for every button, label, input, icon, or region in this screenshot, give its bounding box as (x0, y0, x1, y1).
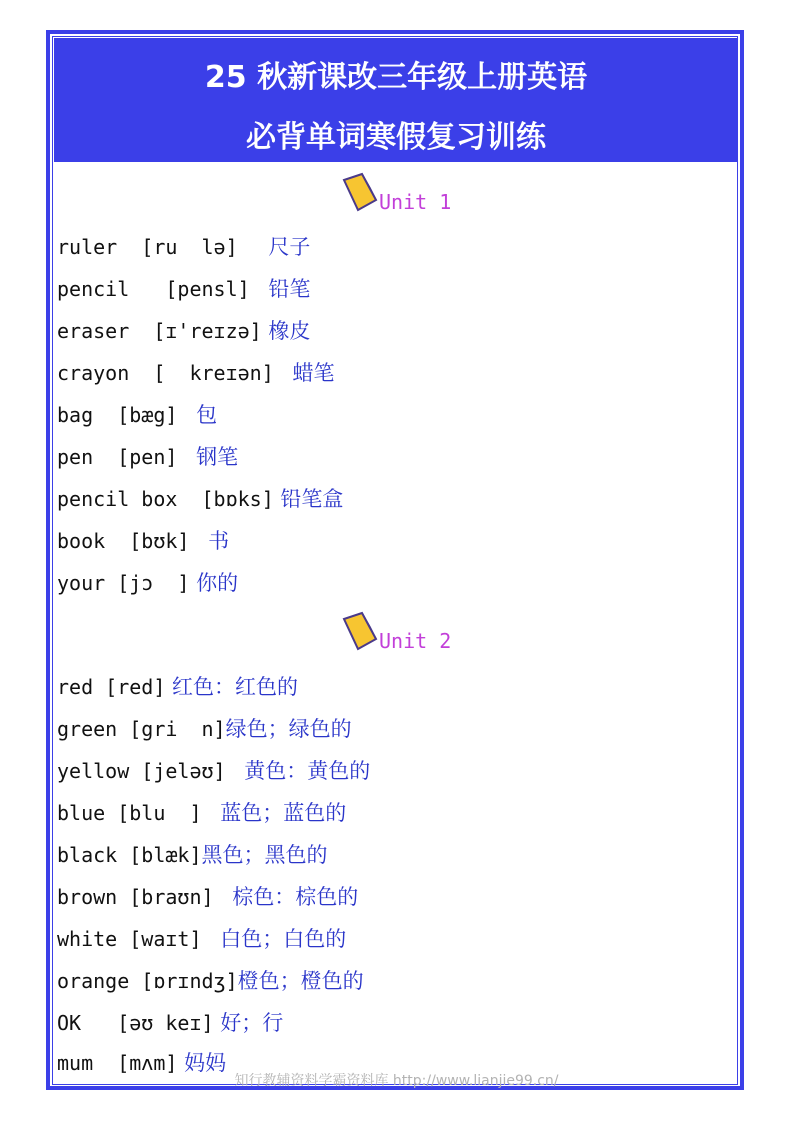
unit-label: Unit 2 (379, 629, 452, 653)
word-row (57, 714, 352, 744)
sticky-note-icon (340, 611, 380, 655)
unit-label: Unit 1 (379, 190, 452, 214)
word-chinese: 书 (201, 529, 230, 553)
word-chinese: 红色：红色的 (165, 675, 299, 699)
unit-heading-1 (340, 172, 480, 222)
word-english: OK [əʊ keɪ] (57, 1011, 214, 1035)
word-english: black [blæk] (57, 843, 202, 867)
word-english: blue [blu ] (57, 801, 214, 825)
title-banner (54, 38, 738, 162)
word-english: eraser [ɪ'reɪzə] (57, 319, 262, 343)
word-english: bag [bæg] (57, 403, 190, 427)
word-chinese: 黄色：黄色的 (237, 759, 371, 783)
word-english: pen [pen] (57, 445, 190, 469)
word-english: green [gri n] (57, 717, 226, 741)
word-chinese: 妈妈 (177, 1051, 227, 1075)
word-chinese: 蜡笔 (285, 361, 335, 385)
word-chinese: 绿色；绿色的 (225, 717, 352, 741)
word-english: yellow [jeləʊ] (57, 759, 238, 783)
word-english: brown [braʊn] (57, 885, 226, 909)
sticky-note-icon (340, 172, 380, 216)
word-english: your [jɔ ] (57, 571, 190, 595)
word-chinese: 铅笔盒 (273, 487, 344, 511)
word-row (57, 756, 370, 786)
word-row (57, 274, 310, 304)
word-row (57, 358, 334, 388)
word-english: red [red] (57, 675, 166, 699)
word-chinese: 橙色；橙色的 (237, 969, 364, 993)
word-chinese: 白色；白色的 (213, 927, 347, 951)
word-english: white [waɪt] (57, 927, 214, 951)
word-row (57, 966, 364, 996)
page-title: 25 秋新课改三年级上册英语 (204, 60, 588, 95)
word-english: mum [mʌm] (57, 1051, 178, 1075)
word-chinese: 包 (189, 403, 218, 427)
word-row (57, 526, 229, 556)
word-chinese: 钢笔 (189, 445, 239, 469)
word-chinese: 铅笔 (261, 277, 311, 301)
word-chinese: 好；行 (213, 1011, 284, 1035)
word-row (57, 882, 358, 912)
word-row (57, 568, 238, 598)
word-row (57, 400, 217, 430)
word-english: book [bʊk] (57, 529, 202, 553)
word-english: pencil [pensl] (57, 277, 262, 301)
word-row (57, 840, 328, 870)
word-row (57, 484, 343, 514)
word-row (57, 672, 298, 702)
unit-heading-2 (340, 611, 480, 661)
word-chinese: 尺子 (261, 235, 311, 259)
word-chinese: 你的 (189, 571, 239, 595)
word-row (57, 316, 310, 346)
word-row (57, 1008, 283, 1038)
word-chinese: 蓝色；蓝色的 (213, 801, 347, 825)
word-english: orange [ɒrɪndʒ] (57, 969, 238, 993)
word-chinese: 棕色：棕色的 (225, 885, 359, 909)
word-row (57, 798, 346, 828)
word-row (57, 924, 346, 954)
word-english: ruler [ru lə] (57, 235, 262, 259)
word-english: crayon [ kreɪən] (57, 361, 286, 385)
word-row (57, 232, 310, 262)
footer-watermark: 知行教辅资料学霸资料库 http://www.lianjie99.cn/ (234, 1073, 559, 1089)
page-subtitle: 必背单词寒假复习训练 (246, 120, 546, 155)
word-chinese: 橡皮 (261, 319, 311, 343)
word-english: pencil box [bɒks] (57, 487, 274, 511)
word-row (57, 442, 238, 472)
word-chinese: 黑色；黑色的 (201, 843, 328, 867)
